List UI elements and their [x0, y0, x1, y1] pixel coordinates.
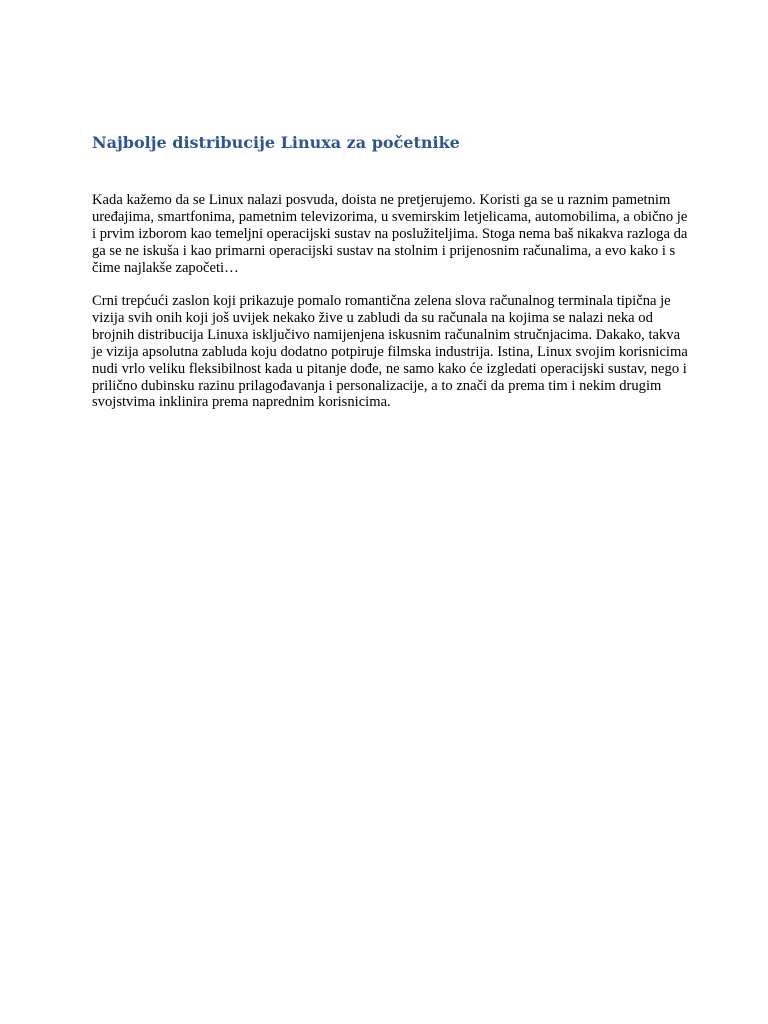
- document-title: Najbolje distribucije Linuxa za početnike: [92, 133, 460, 152]
- paragraph-intro: Kada kažemo da se Linux nalazi posvuda, doista ne pretjerujemo. Koristi ga se u raznim pametnim uređajima, smartfonima, pametnim televizorima, u svemirskim letjelicama, automobilima, a obično je i prvim izborom kao temeljni operacijski sustav na poslužiteljima. Stoga nema baš nikakva razloga da ga se ne iskuša i kao primarni operacijski sustav na stolnim i prijenosnim računalima, a evo kako i s čime najlakše započeti…: [92, 192, 688, 276]
- paragraph-body: Crni trepćući zaslon koji prikazuje pomalo romantična zelena slova računalnog terminala tipična je vizija svih onih koji još uvijek nekako žive u zabludi da su računala na kojima se nalazi neka od brojnih distribucija Linuxa isključivo namijenjena iskusnim računalnim stručnjacima. Dakako, takva je vizija apsolutna zabluda koju dodatno potpiruje filmska industrija. Istina, Linux svojim korisnicima nudi vrlo veliku fleksibilnost kada u pitanje dođe, ne samo kako će izgledati operacijski sustav, nego i prilično dubinsku razinu prilagođavanja i personalizacije, a to znači da prema tim i nekim drugim svojstvima inklinira prema naprednim korisnicima.: [92, 293, 688, 411]
